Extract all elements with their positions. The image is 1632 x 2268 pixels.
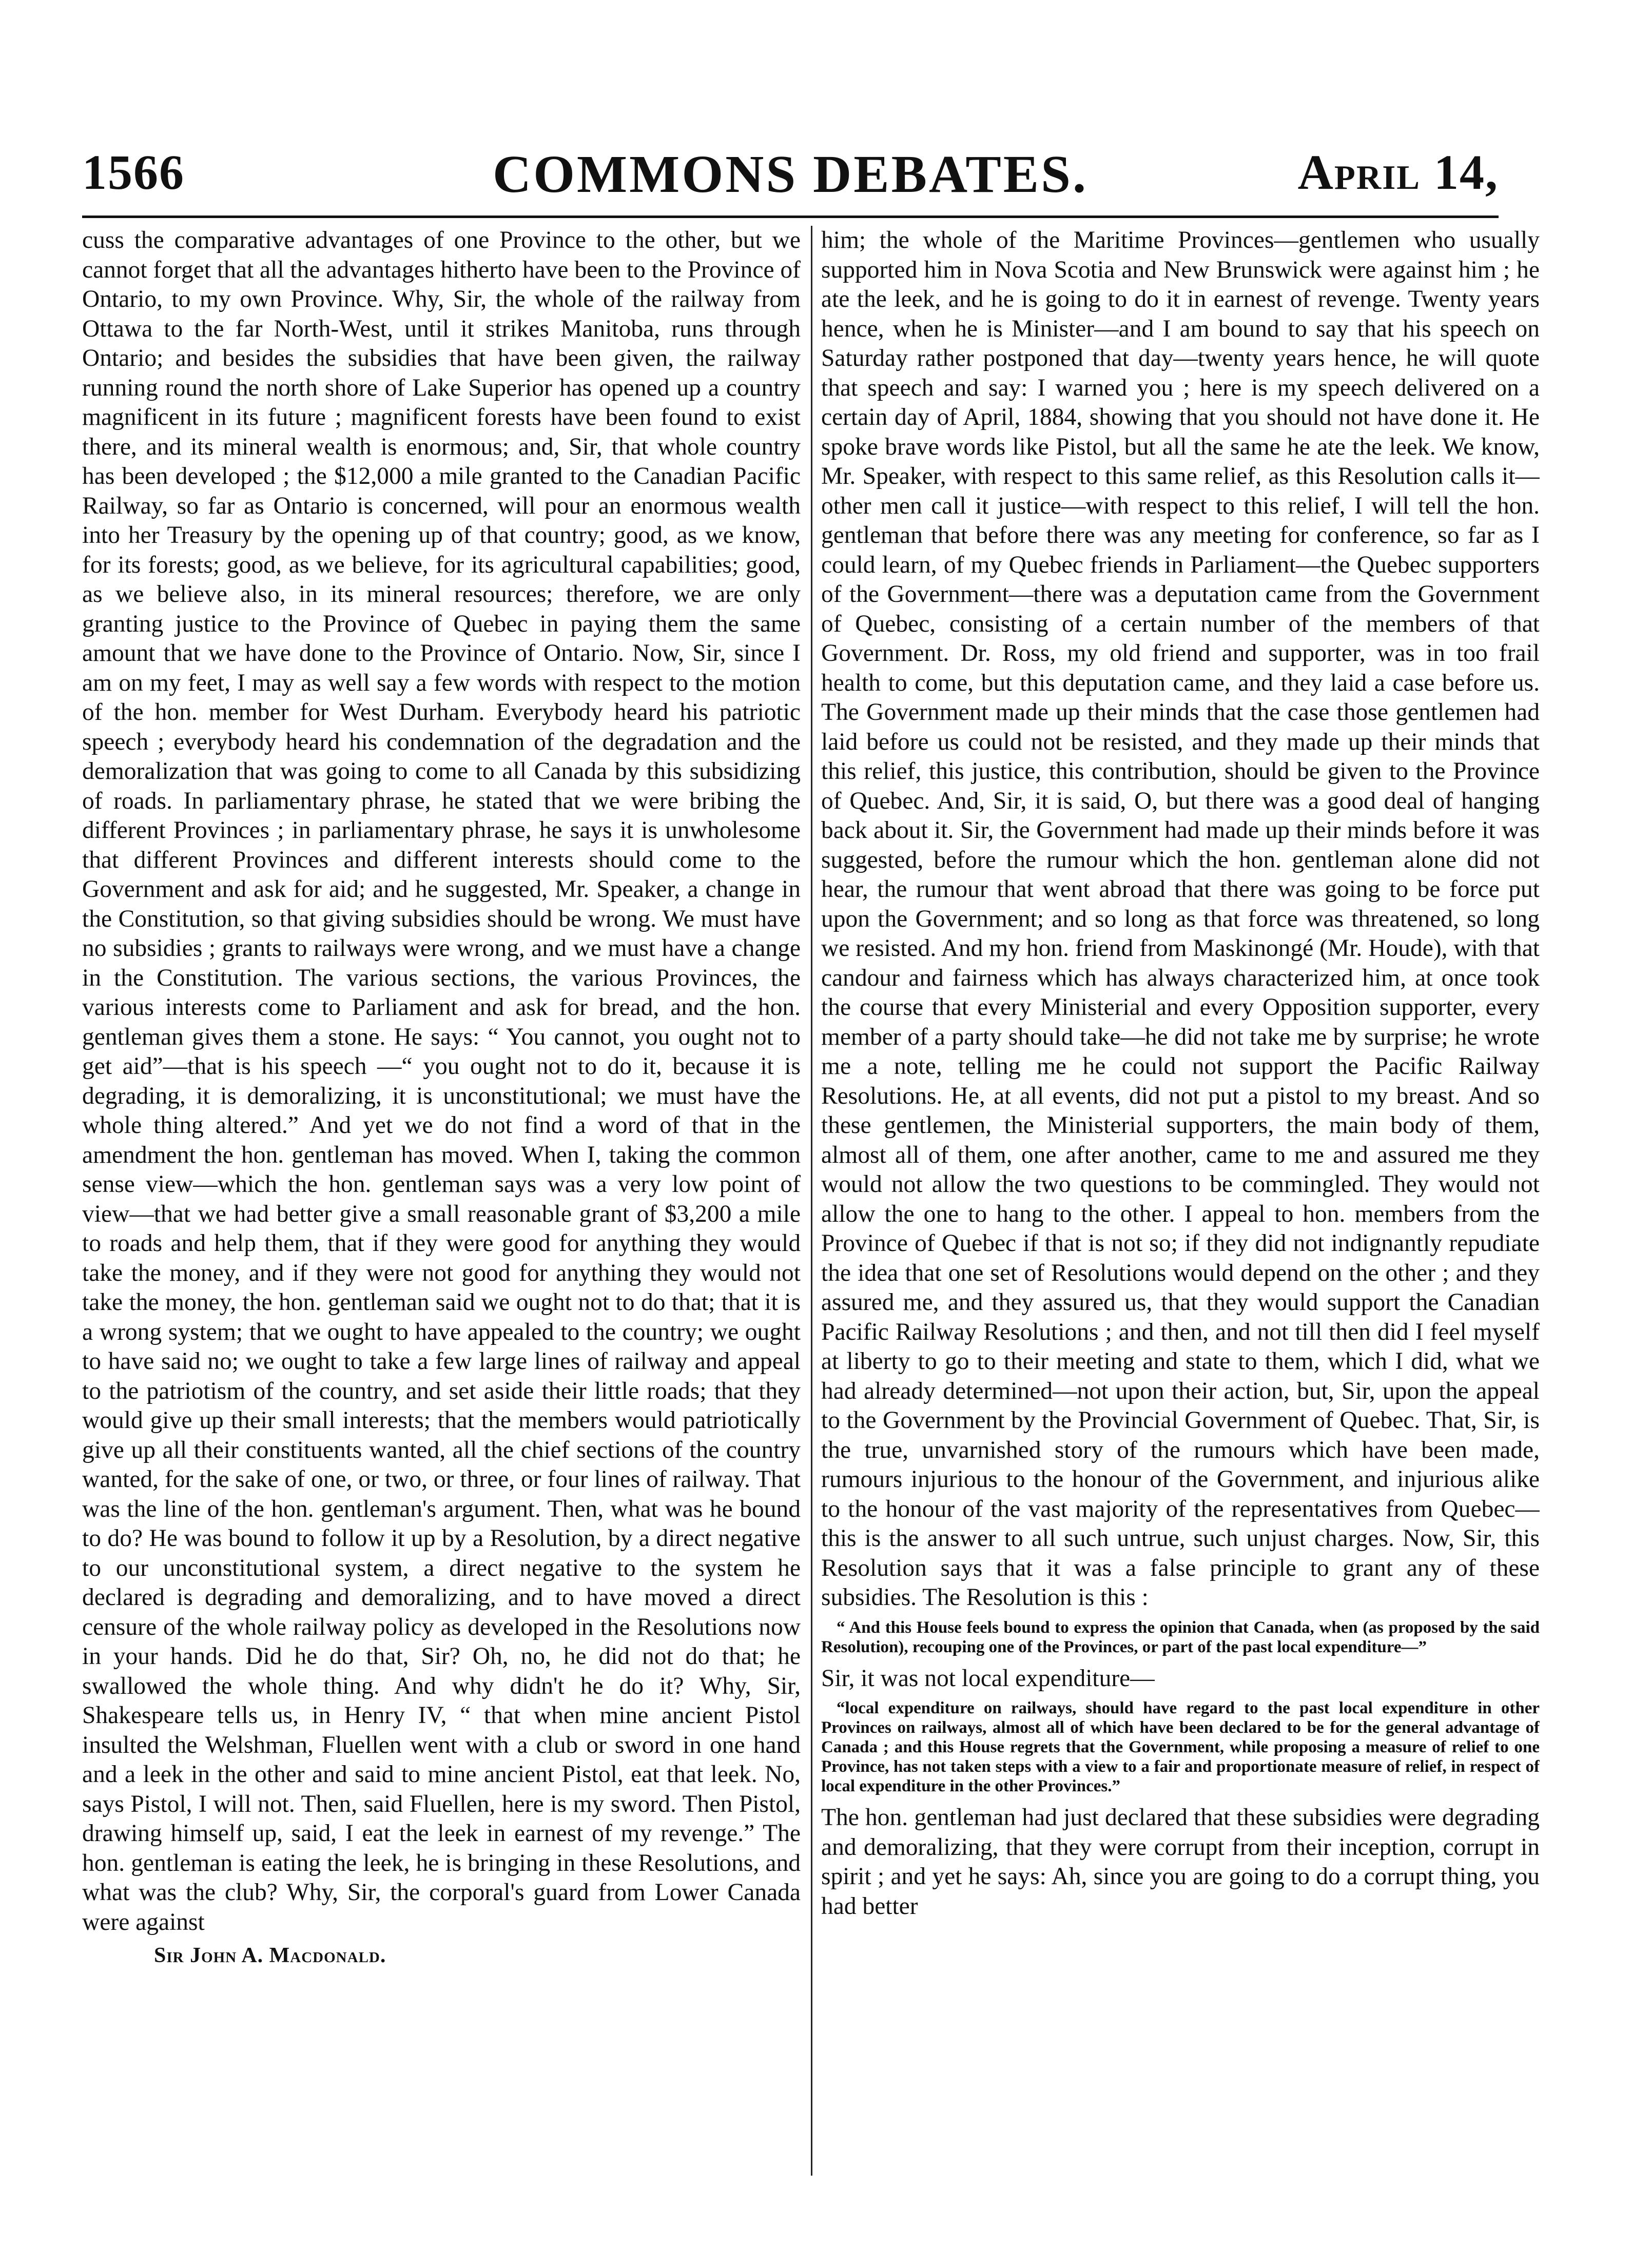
- left-column: [82, 226, 801, 2186]
- left-column-paragraph: cuss the comparative advantages of one Province to the other, but we cannot forget that all the advantages hitherto have been to the Province of Ontario, to my own Province. Why, Sir, the whole of the railway from Ottawa to the far North-West, until it strikes Manitoba, runs through Ontario; and besides the subsidies that have been given, the railway running round the north shore of Lake Superior has opened up a country magnificent in its future ; magnificent forests have been found to exist there, and its mineral wealth is enormous; and, Sir, that whole country has been developed ; the $12,000 a mile granted to the Canadian Pacific Railway, so far as Ontario is concerned, will pour an enormous wealth into her Treasury by the opening up of that country; good, as we know, for its forests; good, as we believe, for its agricultural capabilities; good, as we believe also, in its mineral resources; therefore, we are only granting justice to the Province of Quebec in paying them the same amount that we have done to the Province of Ontario. Now, Sir, since I am on my feet, I may as well say a few words with respect to the motion of the hon. member for West Durham. Everybody heard his patriotic speech ; everybody heard his condemnation of the degradation and the demoralization that was going to come to all Canada by this subsidizing of roads. In parliamentary phrase, he stated that we were bribing the different Provinces ; in parliamentary phrase, he says it is unwholesome that different Provinces and different interests should come to the Government and ask for aid; and he suggested, Mr. Speaker, a change in the Constitution, so that giving subsidies should be wrong. We must have no subsidies ; grants to railways were wrong, and we must have a change in the Constitution. The various sections, the various Provinces, the various interests come to Parliament and ask for bread, and the hon. gentleman gives them a stone. He says: “ You cannot, you ought not to get aid”—that is his speech —“ you ought not to do it, because it is degrading, it is demoralizing, it is unconstitutional; we must have the whole thing altered.” And yet we do not find a word of that in the amendment the hon. gentleman has moved. When I, taking the common sense view—which the hon. gentleman says was a very low point of view—that we had better give a small reasonable grant of $3,200 a mile to roads and help them, that if they were good for anything they would take the money, and if they were not good for anything they would not take the money, the hon. gentleman said we ought not to do that; that it is a wrong system; that we ought to have appealed to the country; we ought to have said no; we ought to take a few large lines of railway and appeal to the patriotism of the country, and set aside their little roads; that they would give up their small interests; that the members would patriotically give up all their constituents wanted, all the chief sections of the country wanted, for the sake of one, or two, or three, or four lines of railway. That was the line of the hon. gentleman's argument. Then, what was he bound to do? He was bound to follow it up by a Resolution, by a direct negative to our unconstitutional system, a direct negative to the system he declared is degrading and demoralizing, and to have moved a direct censure of the whole railway policy as developed in the Resolutions now in your hands. Did he do that, Sir? Oh, no, he did not do that; he swallowed the whole thing. And why didn't he do it? Why, Sir, Shakespeare tells us, in Henry IV, “ that when mine ancient Pistol insulted the Welshman, Fluellen went with a club or sword in one hand and a leek in the other and said to mine ancient Pistol, eat that leek. No, says Pistol, I will not. Then, said Fluellen, here is my sword. Then Pistol, drawing himself up, said, I eat the leek in earnest of my revenge.” The hon. gentleman is eating the leek, he is bringing in these Resolutions, and what was the club? Why, Sir, the corporal's guard from Lower Canada were against: [82, 227, 801, 1935]
- speaker-name: Sir John A. Macdonald.: [154, 1944, 386, 1967]
- right-column-paragraph-3: The hon. gentleman had just declared that these subsidies were degrading and demoralizing, that they were corrupt from their inception, corrupt in spirit ; and yet he says: Ah, since you are going to do a corrupt thing, you had better: [821, 1804, 1540, 1920]
- column-divider: [811, 226, 812, 2176]
- journal-title: COMMONS DEBATES.: [493, 145, 1088, 204]
- right-column-paragraph-2: Sir, it was not local expenditure—: [821, 1665, 1155, 1692]
- right-column-paragraph-1: him; the whole of the Maritime Provinces—gentlemen who usually supported him in Nova Scotia and New Brunswick were against him ; he ate the leek, and he is going to do it in earnest of revenge. Twenty years hence, when he is Minister—and I am bound to say that his speech on Saturday rather postponed that day—twenty years hence, he will quote that speech and say: I warned you ; here is my speech delivered on a certain day of April, 1884, showing that you should not have done it. He spoke brave words like Pistol, but all the same he ate the leek. We know, Mr. Speaker, with respect to this same relief, as this Resolution calls it—other men call it justice—with respect to this relief, I will tell the hon. gentleman that before there was any meeting for conference, so far as I could learn, of my Quebec friends in Parliament—the Quebec supporters of the Government—there was a deputation came from the Government of Quebec, consisting of a certain number of the members of that Government. Dr. Ross, my old friend and supporter, was in too frail health to come, but this deputation came, and they laid a case before us. The Government made up their minds that the case those gentlemen had laid before us could not be resisted, and they made up their minds that this relief, this justice, this contribution, should be given to the Province of Quebec. And, Sir, it is said, O, but there was a good deal of hanging back about it. Sir, the Government had made up their minds before it was suggested, before the rumour which the hon. gentleman alone did not hear, the rumour that went abroad that there was going to be force put upon the Government; and so long as that force was threatened, so long we resisted. And my hon. friend from Maskinongé (Mr. Houde), with that candour and fairness which has always characterized him, at once took the course that every Ministerial and every Opposition supporter, every member of a party should take—he did not take me by surprise; he wrote me a note, telling me he could not support the Pacific Railway Resolutions. He, at all events, did not put a pistol to my breast. And so these gentlemen, the Ministerial supporters, the main body of them, almost all of them, one after another, came to me and assured me they would not allow the two questions to be commingled. They would not allow the one to hang to the other. I appeal to hon. members from the Province of Quebec if that is not so; if they did not indignantly repudiate the idea that one set of Resolutions would depend on the other ; and they assured me, and they assured us, that they would support the Canadian Pacific Railway Resolutions ; and then, and not till then did I feel myself at liberty to go to their meeting and state to them, which I did, what we had already determined—not upon their action, but, Sir, upon the appeal to the Government by the Provincial Government of Quebec. That, Sir, is the true, unvarnished story of the rumours which have been made, rumours injurious to the honour of the Government, and injurious alike to the honour of the vast majority of the representatives from Quebec—this is the answer to all such untrue, such unjust charges. Now, Sir, this Resolution says that it was a false principle to grant any of these subsidies. The Resolution is this :: [821, 227, 1540, 1611]
- resolution-quote-1: “ And this House feels bound to express the opinion that Canada, when (as proposed by the said Resolution), recouping one of the Provinces, or part of the past local expenditure—”: [821, 1618, 1540, 1656]
- page-date: April 14,: [1297, 145, 1499, 200]
- resolution-quote-2: “local expenditure on railways, should have regard to the past local expenditure in other Provinces on railways, almost all of which have been declared to be for the general advantage of Canada ; and this House regrets that the Government, while proposing a measure of relief to one Province, has not taken steps with a view to a fair and proportionate measure of relief, in respect of local expenditure in the other Provinces.”: [821, 1699, 1540, 1795]
- right-column: [821, 226, 1540, 2186]
- page-header: [82, 144, 1499, 210]
- header-rule: [82, 216, 1499, 218]
- page-number: 1566: [82, 145, 185, 200]
